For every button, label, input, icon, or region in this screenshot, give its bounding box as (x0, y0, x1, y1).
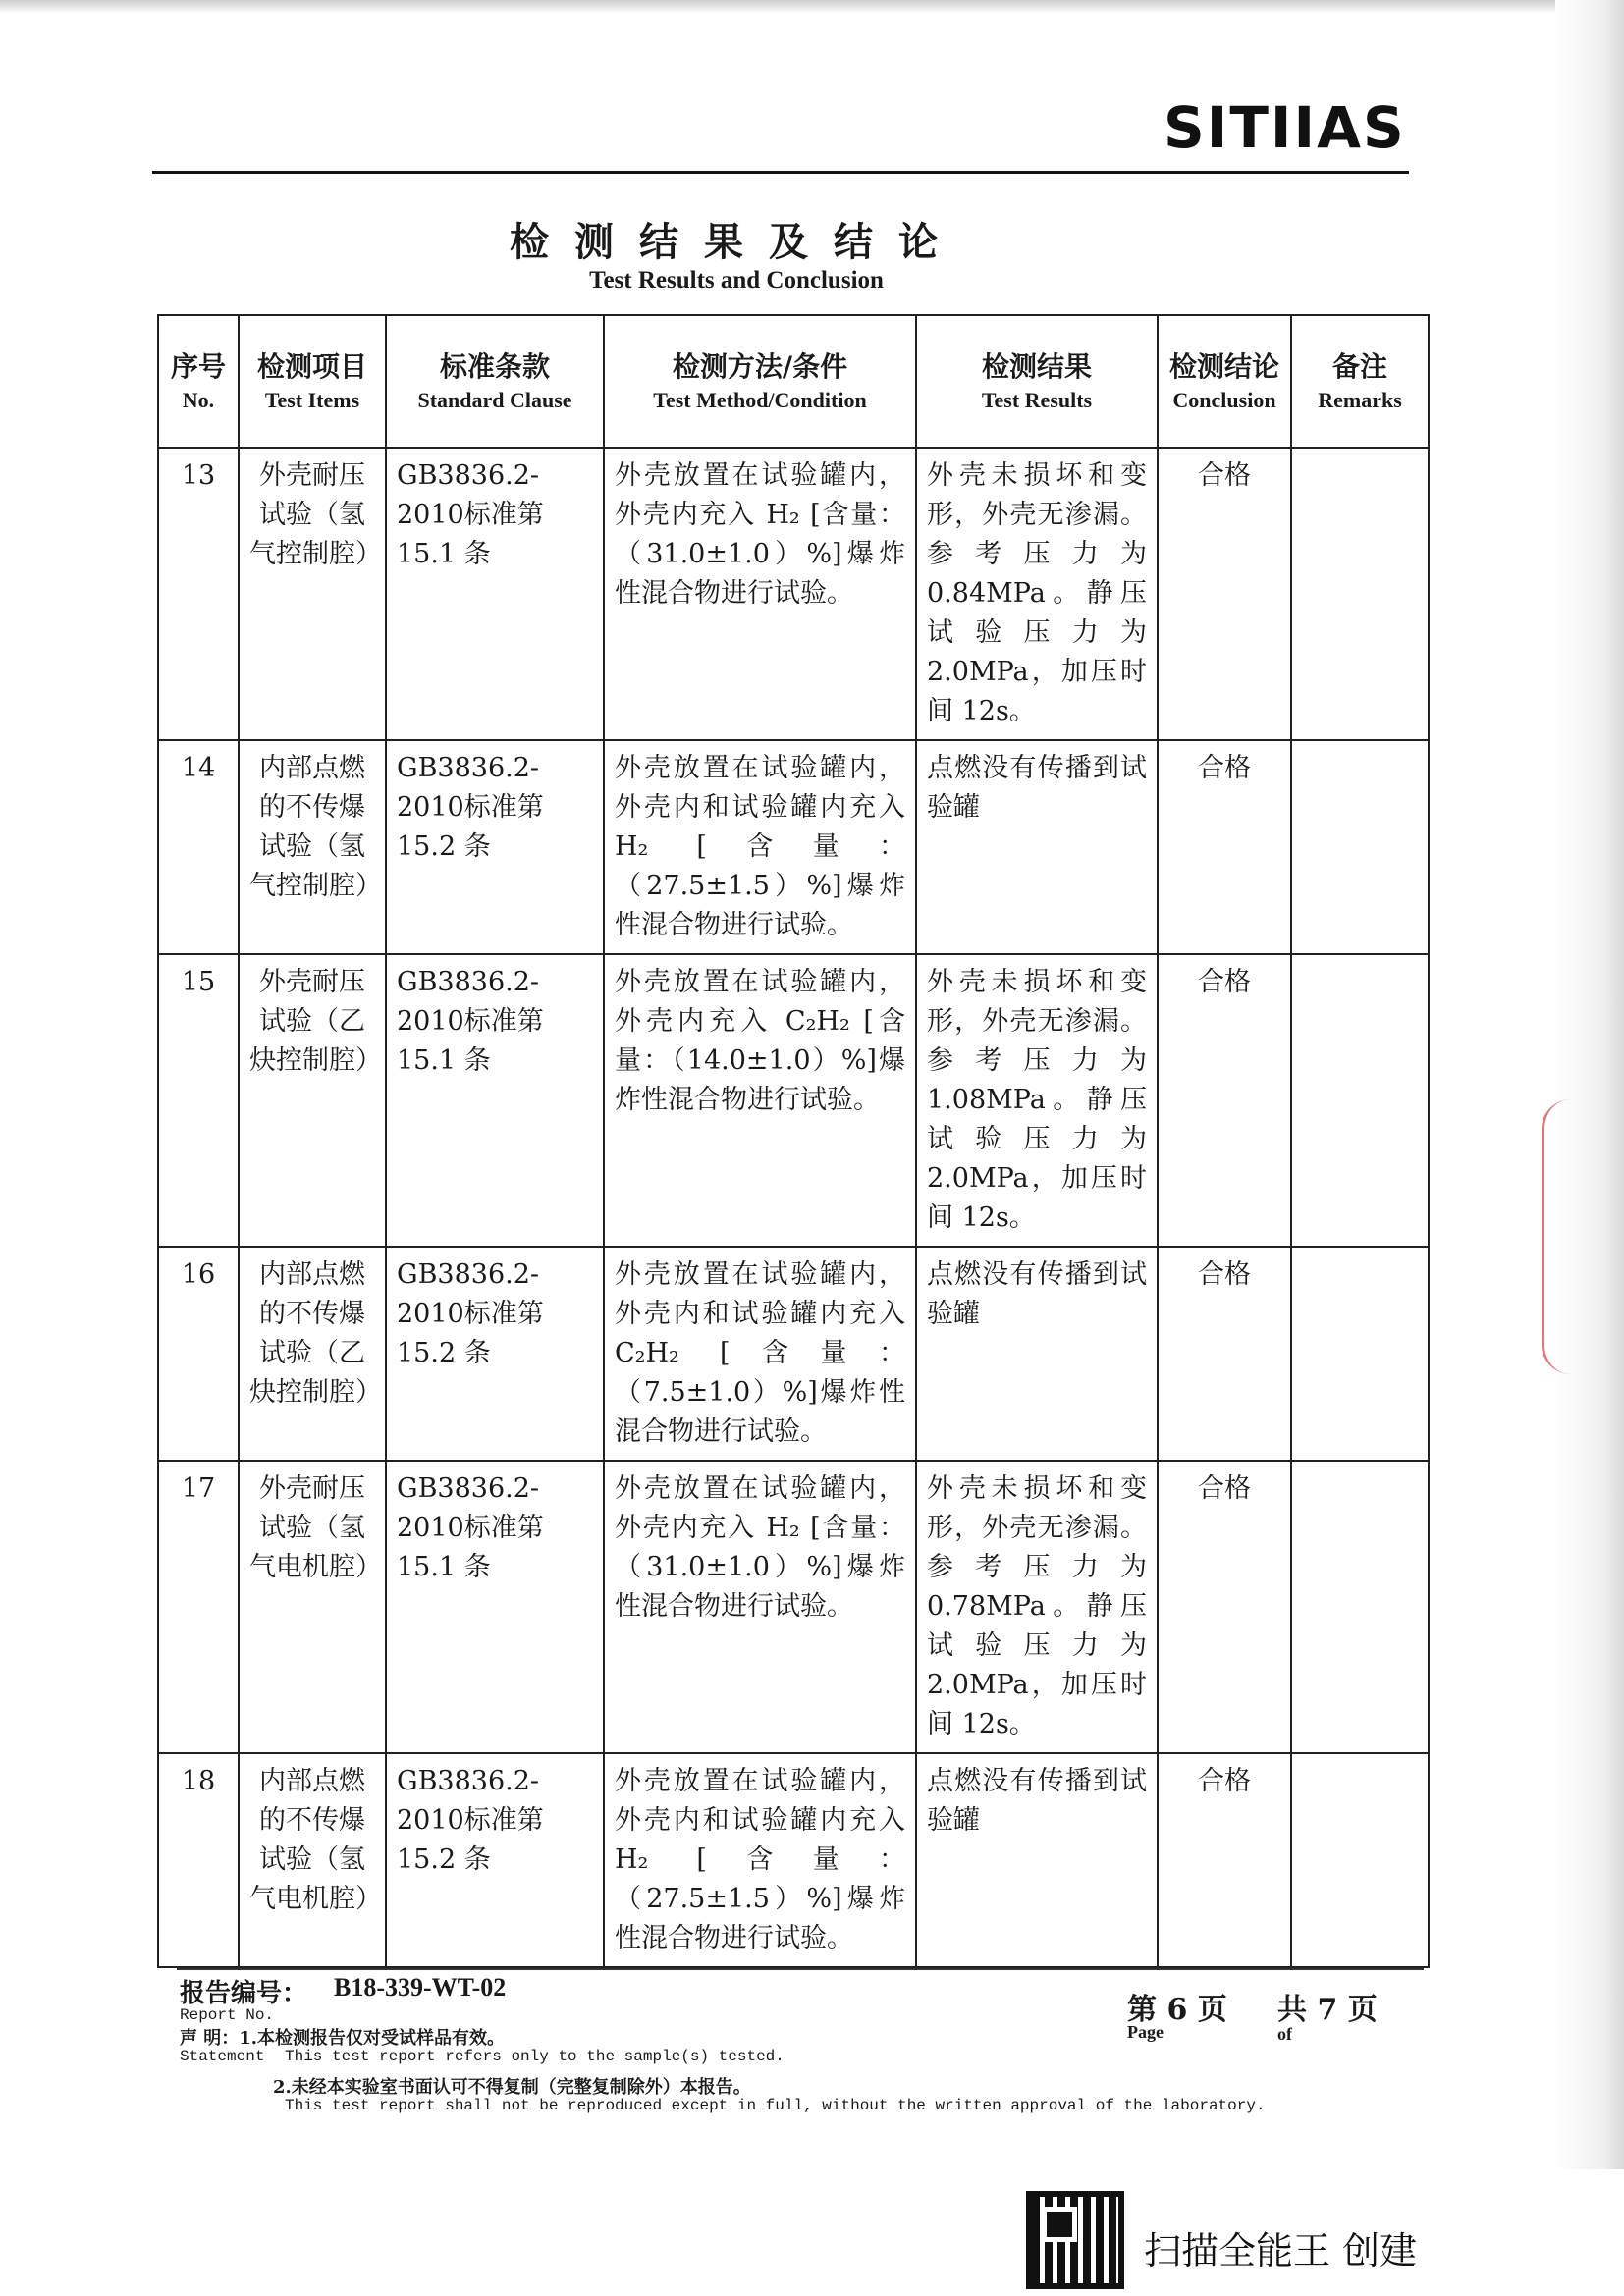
col-header-test-items: 检测项目 Test Items (239, 315, 386, 448)
statement-1-en: This test report refers only to the sample(s) tested. (285, 2048, 785, 2065)
page-total: 共 7 页 (1277, 1993, 1378, 2027)
table-row (158, 1753, 1429, 1967)
row-standard-clause: GB3836.2-2010标准第 15.1 条 (386, 448, 604, 740)
page-label-en: Page (1127, 2022, 1164, 2042)
row-conclusion: 合格 (1158, 954, 1291, 1247)
row-conclusion: 合格 (1158, 1247, 1291, 1461)
row-test-result: 点燃没有传播到试验罐 (916, 740, 1158, 954)
row-test-method: 外壳放置在试验罐内，外壳内和试验罐内充入 H₂ [含量：（27.5±1.5）%]爆炸性混合物进行试验。 (604, 1753, 916, 1967)
row-standard-clause: GB3836.2-2010标准第 15.2 条 (386, 740, 604, 954)
row-no: 14 (158, 740, 239, 954)
table-row (158, 954, 1429, 1247)
page-title-cn: 检测结果及结论 (510, 219, 963, 265)
statement-2-en: This test report shall not be reproduced except in full, without the written approval of the laboratory. (285, 2097, 1266, 2114)
statement-label-en: Statement (180, 2048, 265, 2065)
footer-divider (177, 1968, 1424, 1970)
row-test-method: 外壳放置在试验罐内，外壳内和试验罐内充入 H₂ [含量：（27.5±1.5）%]爆炸性混合物进行试验。 (604, 740, 916, 954)
table-header-row (158, 315, 1429, 448)
row-remarks (1291, 740, 1429, 954)
row-no: 13 (158, 448, 239, 740)
total-label-en: of (1277, 2024, 1292, 2044)
page-title-en: Test Results and Conclusion (589, 267, 884, 294)
row-remarks (1291, 1753, 1429, 1967)
row-conclusion: 合格 (1158, 1461, 1291, 1753)
row-no: 18 (158, 1753, 239, 1967)
row-test-method: 外壳放置在试验罐内，外壳内充入 H₂ [含量：（31.0±1.0）%]爆炸性混合物进行试验。 (604, 448, 916, 740)
qr-code-icon (1026, 2191, 1124, 2289)
row-conclusion: 合格 (1158, 740, 1291, 954)
row-conclusion: 合格 (1158, 448, 1291, 740)
col-header-test-method: 检测方法/条件 Test Method/Condition (604, 315, 916, 448)
results-table (157, 314, 1430, 1968)
row-test-item: 内部点燃的不传爆试验（氢气控制腔） (239, 740, 386, 954)
row-remarks (1291, 1461, 1429, 1753)
row-no: 17 (158, 1461, 239, 1753)
sitiias-logo: SITIIAS (1164, 94, 1406, 161)
col-header-no: 序号 No. (158, 315, 239, 448)
row-test-result: 点燃没有传播到试验罐 (916, 1247, 1158, 1461)
row-test-item: 外壳耐压试验（氢气控制腔） (239, 448, 386, 740)
row-test-item: 外壳耐压试验（氢气电机腔） (239, 1461, 386, 1753)
statement-2-cn: 2.未经本实验室书面认可不得复制（完整复制除外）本报告。 (273, 2077, 751, 2098)
page-number: 第 6 页 (1127, 1993, 1227, 2027)
scanner-watermark-bar (0, 2169, 1624, 2296)
row-test-method: 外壳放置在试验罐内，外壳内充入 H₂ [含量：（31.0±1.0）%]爆炸性混合物进行试验。 (604, 1461, 916, 1753)
header-divider (152, 171, 1409, 174)
row-no: 16 (158, 1247, 239, 1461)
report-no-label-en: Report No. (180, 2006, 275, 2024)
col-header-conclusion: 检测结论 Conclusion (1158, 315, 1291, 448)
col-header-remarks: 备注 Remarks (1291, 315, 1429, 448)
scanner-brand-text: 扫描全能王 创建 (1144, 2229, 1418, 2272)
row-test-method: 外壳放置在试验罐内，外壳内和试验罐内充入 C₂H₂ [含量：（7.5±1.0）%]爆炸性混合物进行试验。 (604, 1247, 916, 1461)
table-row (158, 448, 1429, 740)
statement-1-cn: 声 明：1.本检测报告仅对受试样品有效。 (180, 2028, 506, 2049)
page-edge-shadow (0, 0, 1624, 14)
col-header-test-results: 检测结果 Test Results (916, 315, 1158, 448)
row-test-result: 外壳未损坏和变形，外壳无渗漏。参考压力为0.78MPa。静压试验压力为2.0MPa，加压时间 12s。 (916, 1461, 1158, 1753)
row-standard-clause: GB3836.2-2010标准第 15.1 条 (386, 1461, 604, 1753)
page-edge-shadow-right (1555, 0, 1624, 2189)
row-remarks (1291, 954, 1429, 1247)
row-test-result: 外壳未损坏和变形，外壳无渗漏。参考压力为0.84MPa。静压试验压力为2.0MPa，加压时间 12s。 (916, 448, 1158, 740)
table-row (158, 740, 1429, 954)
report-no-label: 报告编号： (180, 1979, 308, 2008)
row-standard-clause: GB3836.2-2010标准第 15.1 条 (386, 954, 604, 1247)
row-test-item: 内部点燃的不传爆试验（乙炔控制腔） (239, 1247, 386, 1461)
table-row (158, 1461, 1429, 1753)
row-standard-clause: GB3836.2-2010标准第 15.2 条 (386, 1753, 604, 1967)
row-test-method: 外壳放置在试验罐内，外壳内充入 C₂H₂ [含量：（14.0±1.0）%]爆炸性混合物进行试验。 (604, 954, 916, 1247)
row-test-result: 点燃没有传播到试验罐 (916, 1753, 1158, 1967)
row-no: 15 (158, 954, 239, 1247)
row-remarks (1291, 448, 1429, 740)
row-test-item: 外壳耐压试验（乙炔控制腔） (239, 954, 386, 1247)
row-test-item: 内部点燃的不传爆试验（氢气电机腔） (239, 1753, 386, 1967)
row-remarks (1291, 1247, 1429, 1461)
official-seal-icon (1542, 1099, 1603, 1374)
table-row (158, 1247, 1429, 1461)
col-header-standard-clause: 标准条款 Standard Clause (386, 315, 604, 448)
row-standard-clause: GB3836.2-2010标准第 15.2 条 (386, 1247, 604, 1461)
row-conclusion: 合格 (1158, 1753, 1291, 1967)
row-test-result: 外壳未损坏和变形，外壳无渗漏。参考压力为1.08MPa。静压试验压力为2.0MPa，加压时间 12s。 (916, 954, 1158, 1247)
report-no-value: B18-339-WT-02 (334, 1973, 507, 2002)
